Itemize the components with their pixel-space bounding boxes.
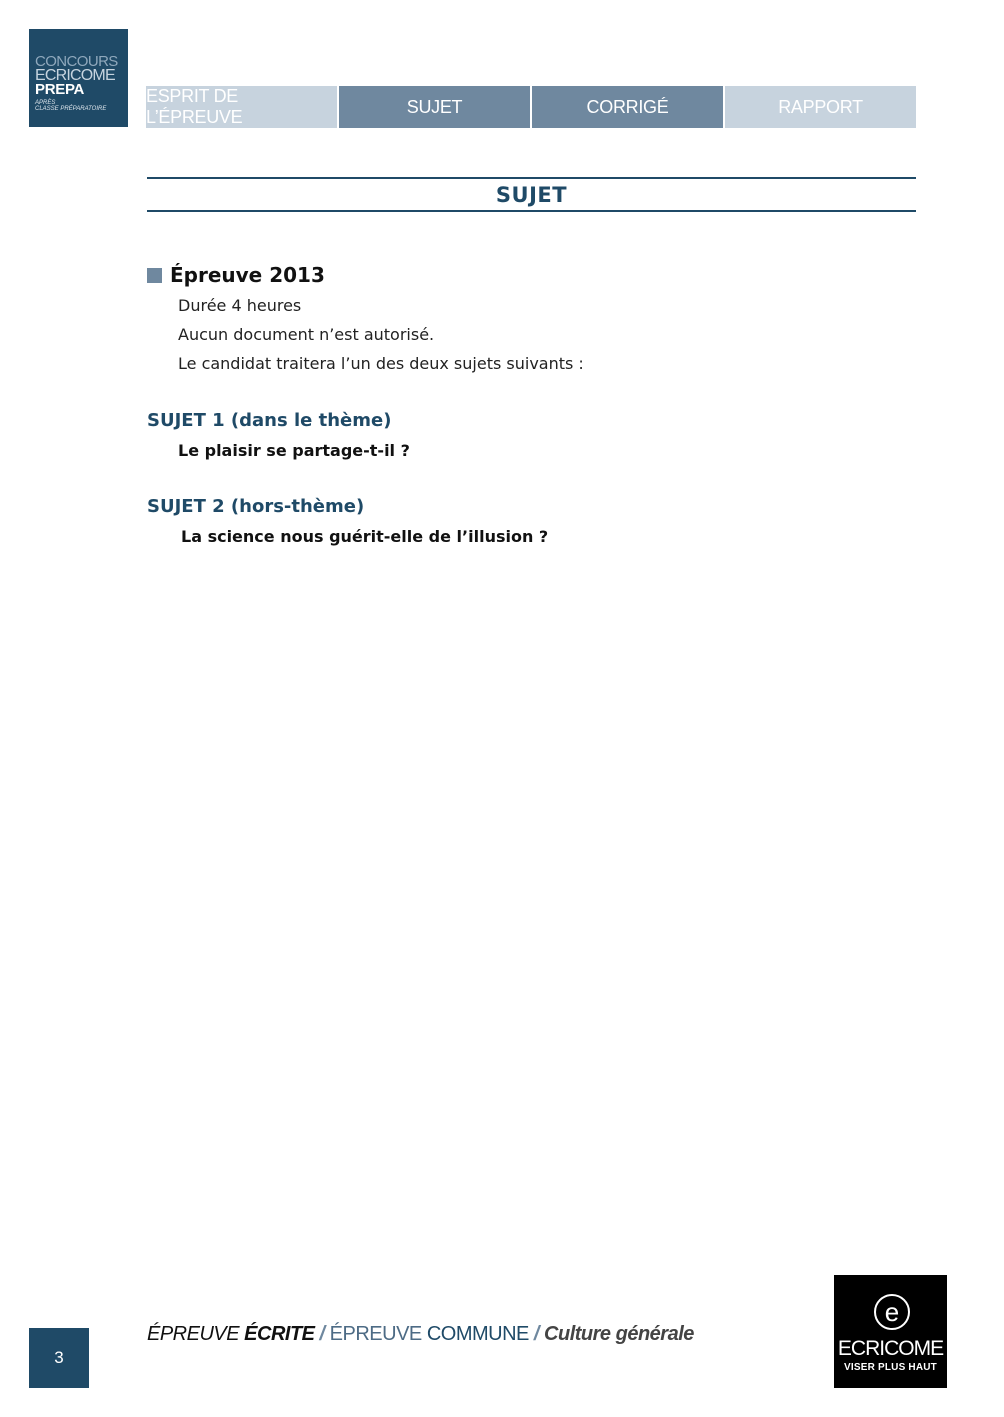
tab-corrige[interactable]: CORRIGÉ xyxy=(532,86,723,128)
logo-line-apres: APRÈS xyxy=(35,100,56,106)
logo-line-ecricome: ECRICOME xyxy=(35,67,115,84)
ecricome-tagline: VISER PLUS HAUT xyxy=(843,1362,937,1373)
footer-title xyxy=(147,1323,694,1346)
epreuve-title: Épreuve 2013 xyxy=(170,263,325,287)
section-header xyxy=(147,177,916,212)
square-bullet-icon xyxy=(147,268,162,283)
tab-sujet[interactable]: SUJET xyxy=(339,86,530,128)
ecricome-name: ECRICOME xyxy=(837,1337,944,1360)
sujet2-heading: SUJET 2 (hors-thème) xyxy=(147,496,365,517)
section-title: SUJET xyxy=(495,182,568,207)
ecricome-e-icon: e xyxy=(874,1294,910,1330)
logo-line-concours: CONCOURS xyxy=(35,53,118,70)
footer-commune: COMMUNE xyxy=(426,1323,529,1345)
tab-esprit[interactable]: ESPRIT DE L’ÉPREUVE xyxy=(146,86,337,128)
footer-subject: Culture générale xyxy=(544,1323,694,1345)
epreuve-duration: Durée 4 heures xyxy=(178,296,302,315)
concours-logo xyxy=(29,29,128,127)
footer-epreuve: ÉPREUVE xyxy=(147,1323,245,1345)
sujet1-question: Le plaisir se partage-t-il ? xyxy=(178,441,410,460)
page-number: 3 xyxy=(29,1328,89,1388)
footer-epreuve-2: ÉPREUVE xyxy=(329,1323,427,1345)
sujet2-question: La science nous guérit-elle de l’illusion ? xyxy=(181,527,549,546)
footer-ecrite: ÉCRITE xyxy=(244,1323,315,1345)
footer-separator-1: / xyxy=(314,1323,330,1345)
footer-separator-2: / xyxy=(528,1323,545,1345)
section-tabs xyxy=(146,86,916,128)
logo-line-classe: CLASSE PRÉPARATOIRE xyxy=(35,106,107,112)
sujet1-heading: SUJET 1 (dans le thème) xyxy=(147,410,392,431)
epreuve-heading xyxy=(147,263,325,287)
tab-rapport[interactable]: RAPPORT xyxy=(725,86,916,128)
epreuve-instructions: Le candidat traitera l’un des deux sujets suivants : xyxy=(178,354,584,373)
epreuve-documents: Aucun document n’est autorisé. xyxy=(178,325,435,344)
logo-line-prepa: PREPA xyxy=(35,81,85,98)
ecricome-logo xyxy=(834,1275,947,1388)
